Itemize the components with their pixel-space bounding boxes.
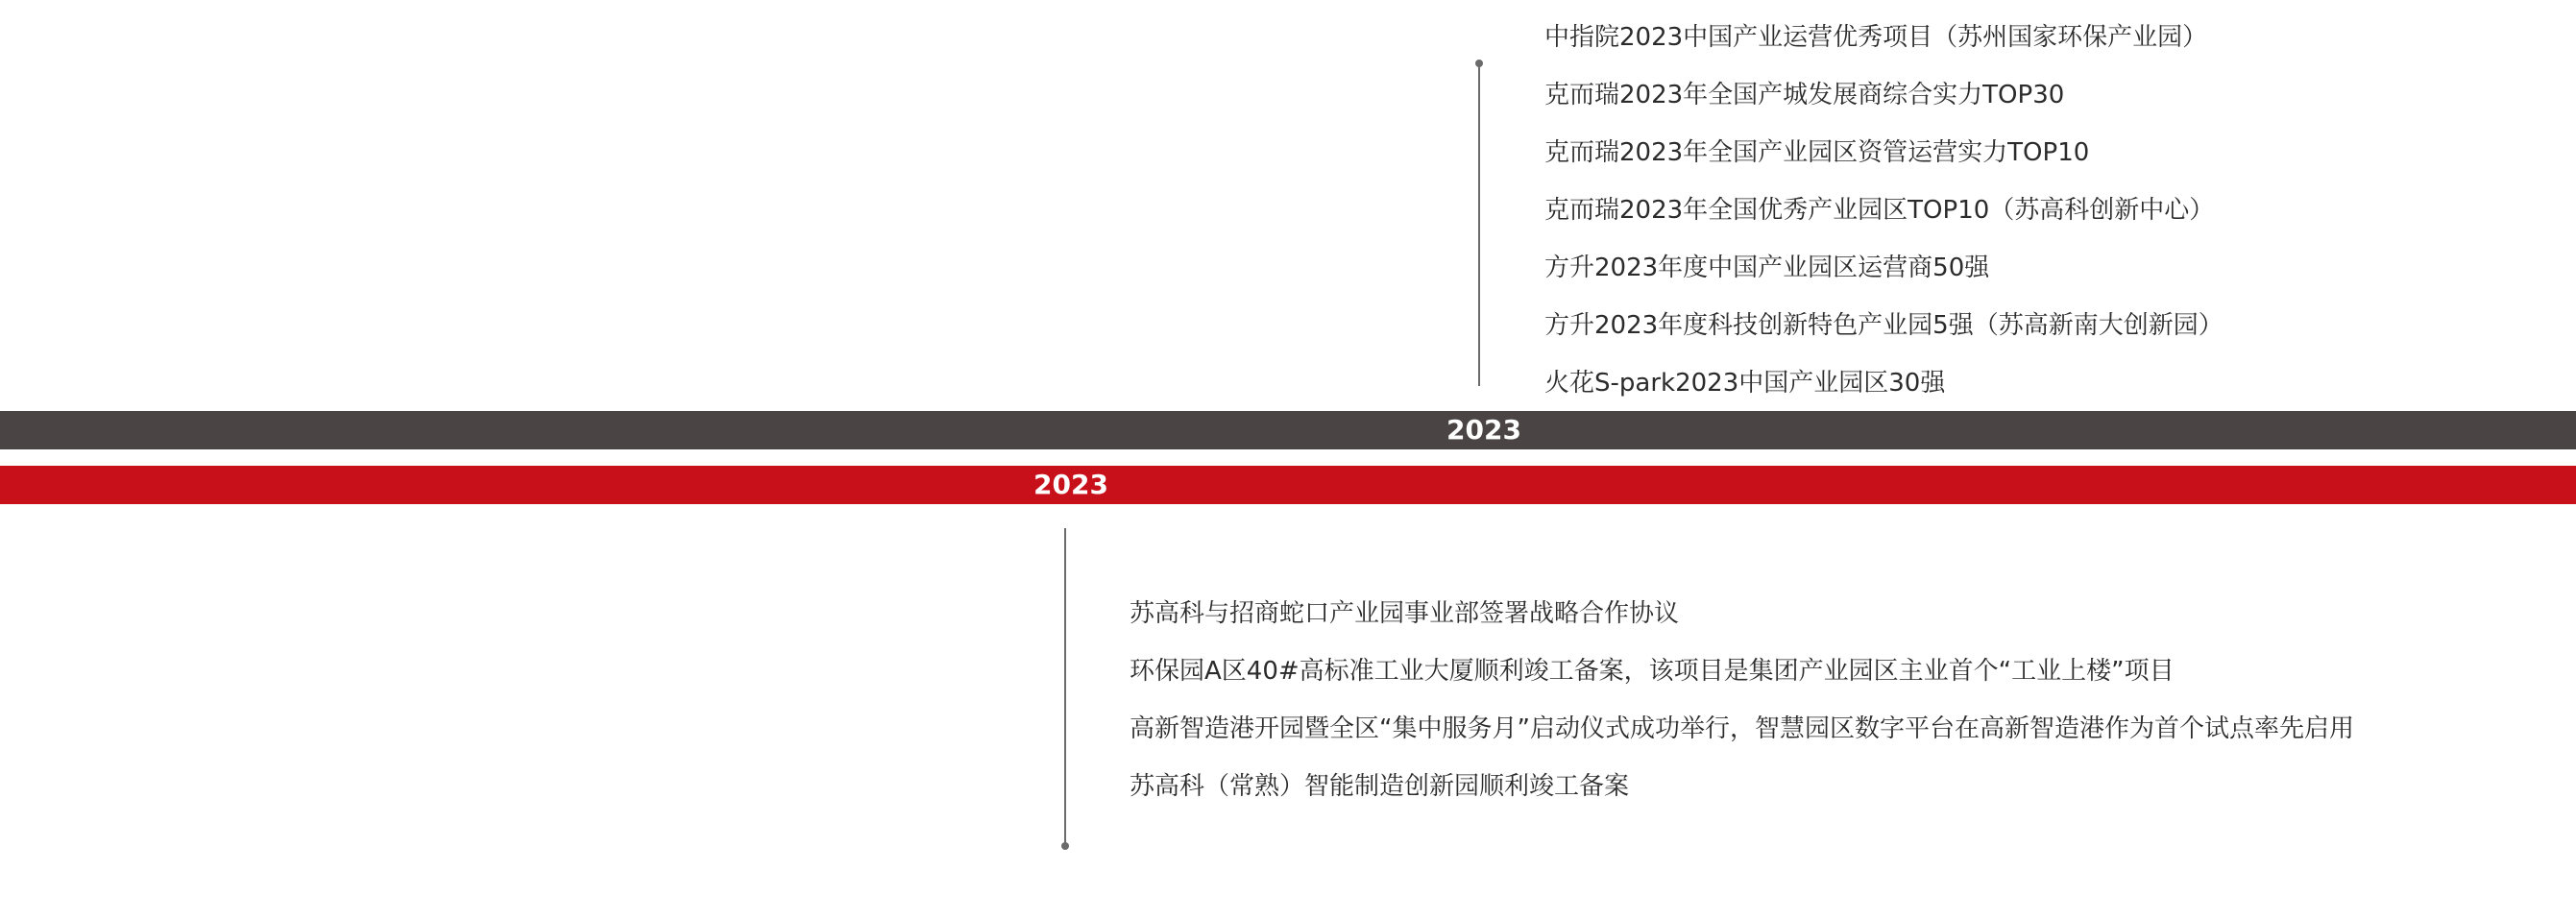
list-item: 克而瑞2023年全国优秀产业园区TOP10（苏高科创新中心）	[1544, 196, 2215, 225]
list-item: 方升2023年度科技创新特色产业园5强（苏高新南大创新园）	[1544, 311, 2224, 340]
timeline-divider	[1064, 528, 1066, 845]
list-item: 苏高科（常熟）智能制造创新园顺利竣工备案	[1130, 772, 1630, 801]
list-item: 方升2023年度中国产业园区运营商50强	[1544, 254, 1990, 282]
timeline-dot	[1061, 842, 1069, 850]
list-item: 火花S-park2023中国产业园区30强	[1544, 369, 1946, 398]
list-item: 高新智造港开园暨全区“集中服务月”启动仪式成功举行，智慧园区数字平台在高新智造港作为首个试点率先启用	[1130, 714, 2354, 743]
list-item: 环保园A区40#高标准工业大厦顺利竣工备案，该项目是集团产业园区主业首个“工业上楼”项目	[1130, 657, 2175, 686]
lower-right-list	[1130, 599, 2354, 830]
year-label: 2023	[1033, 469, 1108, 500]
year-band-red	[0, 466, 2576, 504]
timeline-divider	[1478, 63, 1480, 386]
year-label: 2023	[1446, 414, 1521, 446]
year-band-grey	[0, 411, 2576, 449]
list-item: 克而瑞2023年全国产城发展商综合实力TOP30	[1544, 81, 2065, 109]
list-item: 苏高科与招商蛇口产业园事业部签署战略合作协议	[1130, 599, 1680, 628]
upper-right-list	[1544, 23, 2224, 426]
list-item: 中指院2023中国产业运营优秀项目（苏州国家环保产业园）	[1544, 23, 2208, 52]
list-item: 克而瑞2023年全国产业园区资管运营实力TOP10	[1544, 138, 2090, 167]
